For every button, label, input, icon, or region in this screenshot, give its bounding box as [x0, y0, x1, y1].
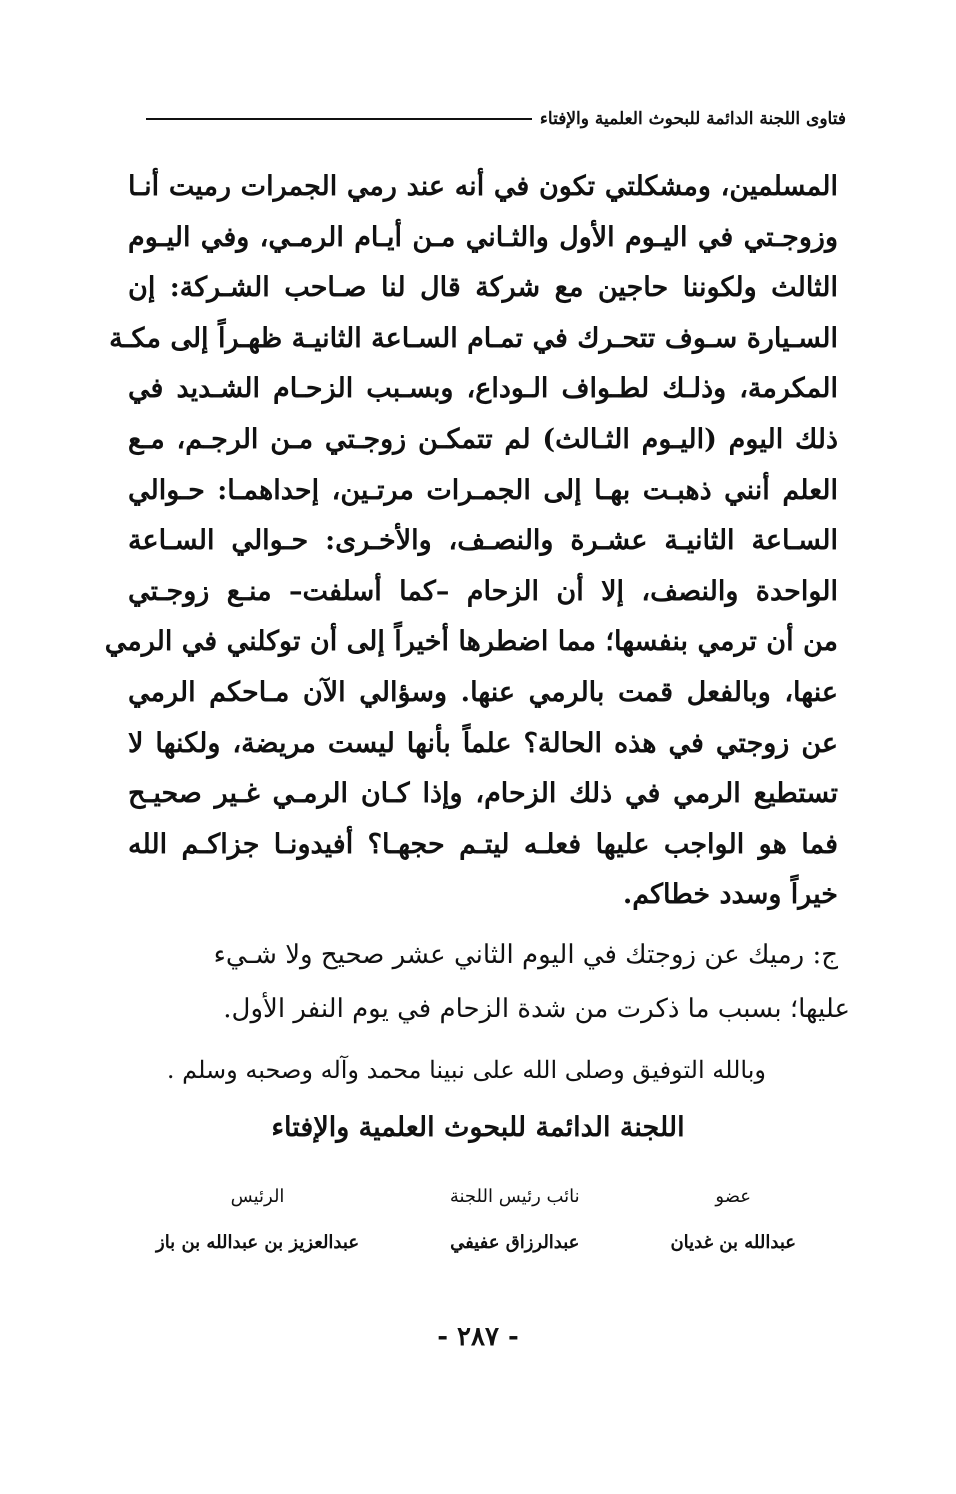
- signature-name: عبدالرزاق عفيفي: [450, 1232, 580, 1253]
- question-line: المسلمين، ومشكلتي تكون في أنه عند رمي الجمرات رميت أنـا: [128, 171, 838, 202]
- question-line: وزوجـتي في اليـوم الأول والثـاني مـن أيـام الرمـي، وفي اليـوم: [128, 221, 838, 253]
- question-line: تستطيع الرمي في ذلك الزحام، وإذا كـان الرمـي غـير صحيـح: [128, 778, 838, 810]
- question-line: ذلك اليوم (اليـوم الثـالث) لم تتمكـن زوجـتي مـن الرجـم، مـع: [128, 423, 838, 455]
- running-header-title: فتاوى اللجنة الدائمة للبحوث العلمية والإفتاء: [539, 109, 846, 129]
- signature-role: نائب رئيس اللجنة: [449, 1186, 580, 1207]
- question-line: من أن ترمي بنفسها؛ مما اضطرها أخيراً إلى أن توكلني في الرمي: [104, 626, 838, 658]
- signature-role: عضو: [715, 1186, 752, 1207]
- answer-line: عليها؛ بسبب ما ذكرت من شدة الزحام في يوم النفر الأول.: [223, 994, 850, 1024]
- question-line: فما هو الواجب عليها فعلـه ليتـم حجهـا؟ أفيدونـا جزاكـم الله: [128, 828, 838, 860]
- question-line: المكرمة، وذلـك لطـواف الـوداع، وبسـبب الزحـام الشـديد في: [128, 373, 838, 405]
- closing-prayer: وبالله التوفيق وصلى الله على نبينا محمد وآله وصحبه وسلم .: [166, 1056, 766, 1084]
- signature-name: عبدالله بن غديان: [670, 1232, 796, 1253]
- signature-president: [156, 1180, 359, 1260]
- question-line: الثالث ولكوننا حاجين مع شركة قال لنا صـاحب الشـركة: إن: [128, 272, 838, 304]
- running-header: [146, 104, 846, 134]
- question-line: عنها، وبالفعل قمت بالرمي عنها. وسؤالي الآن مـاحكم الرمي: [128, 676, 838, 708]
- signature-vice-president: [450, 1180, 580, 1260]
- committee-name: اللجنة الدائمة للبحوث العلمية والإفتاء: [271, 1112, 685, 1143]
- answer-line: ج: رميك عن زوجتك في اليوم الثاني عشر صحيح ولا شـيء: [213, 940, 838, 970]
- answer-text: [118, 928, 850, 1036]
- signature-name: عبدالعزيز بن عبدالله بن باز: [156, 1232, 360, 1253]
- question-text: [104, 162, 838, 921]
- question-line: عن زوجتي في هذه الحالة؟ علماً بأنها ليست مريضة، ولكنها لا: [128, 727, 838, 759]
- question-line: السـاعة الثانيـة عشـرة والنصـف، والأخـرى: حـوالي السـاعة: [128, 525, 838, 557]
- signature-member: [670, 1180, 796, 1260]
- question-line: الواحدة والنصف، إلا أن الزحام –كما أسلفت– منـع زوجـتي: [128, 575, 838, 607]
- question-line: السـيارة سـوف تتحـرك في تمـام السـاعة الثانيـة ظهـراً إلى مكـة: [109, 322, 838, 354]
- header-rule: [146, 118, 532, 120]
- question-line: العلم أنني ذهبـت بهـا إلى الجمـرات مرتـين، إحداهمـا: حـوالي: [128, 474, 838, 506]
- signature-block: [156, 1180, 796, 1260]
- page-number: - ٢٨٧ -: [437, 1322, 519, 1352]
- signature-role: الرئيس: [230, 1186, 285, 1207]
- question-line: خيراً وسدد خطاكم.: [622, 879, 838, 911]
